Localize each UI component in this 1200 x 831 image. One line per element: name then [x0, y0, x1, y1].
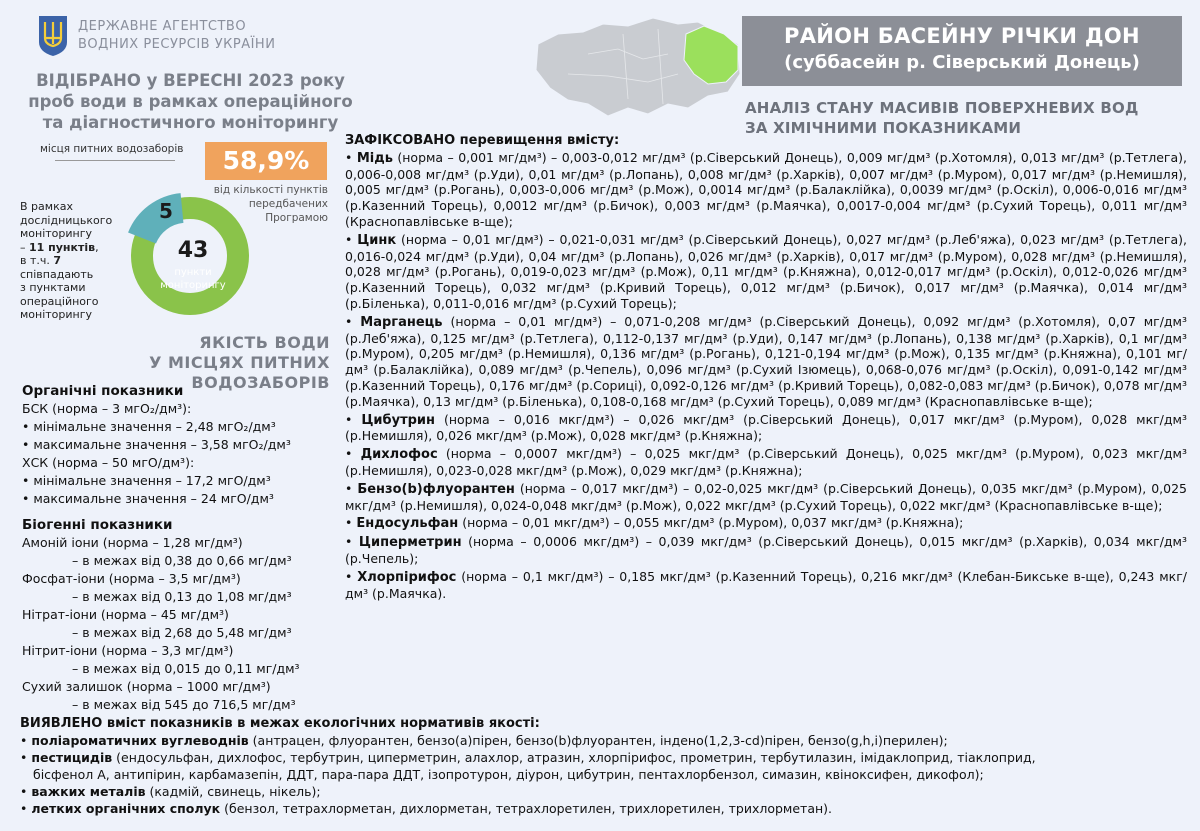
substance-values: (норма – 0,1 мкг/дм³) – 0,185 мкг/дм³ (р.Казенний Торець), 0,216 мкг/дм³ (Клебан-Бикське в-ще), 0,243 мкг/дм³ (р.Маячка).: [345, 568, 1187, 601]
note-line: з пунктами: [20, 281, 86, 294]
research-monitoring-note: [20, 200, 120, 322]
note-bold: 11 пунктів: [29, 240, 96, 254]
substance-name: Циперметрин: [358, 535, 462, 551]
exceedance-item: • Ендосульфан (норма – 0,01 мкг/дм³) – 0,055 мкг/дм³ (р.Муром), 0,037 мкг/дм³ (р.Княжна);: [345, 515, 964, 532]
caption-line-1: пункти: [174, 267, 212, 278]
agency-line-1: ДЕРЖАВНЕ АГЕНТСТВО: [78, 19, 247, 34]
banner-subtitle: (суббасейн р. Сіверський Донець): [784, 52, 1140, 73]
exceedance-item: • Дихлофос (норма – 0,0007 мкг/дм³) – 0,025 мкг/дм³ (р.Сіверський Донець), 0,025 мкг/дм³ (р.Муром), 0,023 мкг/дм³ (р.Немишля), 0,023-0,028 мкг/дм³ (р.Мож), 0,029 мкг/дм³ (р.Княжна);: [345, 446, 1187, 478]
substance-name: Марганець: [360, 314, 443, 330]
ammonium-range: – в межах від 0,38 до 0,66 мг/дм³: [72, 553, 292, 568]
nitrate-range: – в межах від 2,68 до 5,48 мг/дм³: [72, 625, 292, 640]
note-line: операційного: [20, 294, 99, 308]
substance-name: Цибутрин: [361, 412, 435, 428]
substance-values: (норма – 0,01 мг/дм³) – 0,071-0,208 мг/дм³ (р.Сіверський Донець), 0,092 мг/дм³ (р.Хотомля), 0,07 мг/дм³ (р.Леб'яжа), 0,125 мг/дм³ (р.Тетлега), 0,112-0,137 мг/дм³ (р.Уди), 0,147 мг/дм³ (р.Лопань), 0,138 мг/дм³ (р.Харків), 0,1 мг/дм³ (р.Муром), 0,205 мг/дм³ (р.Немишля), 0,136 мг/дм³ (р.Рогань), 0,121-0,194 мг/дм³ (р.Мож), 0,135 мг/дм³ (р.Княжна), 0,101 мг/дм³ (р.Балаклійка), 0,089 мг/дм³ (р.Чепель), 0,096 мг/дм³ (р.Сухий Ізюмець), 0,068-0,076 мг/дм³ (р.Оскіл), 0,091-0,142 мг/дм³ (р.Казенний Торець), 0,176 мг/дм³ (р.Сориці), 0,092-0,126 мг/дм³ (р.Кривий Торець), 0,082-0,083 мг/дм³ (р.Бичок), 0,078 мг/дм³ (р.Маячка), 0,13 мг/дм³ (р.Біленька), 0,108-0,168 мг/дм³ (р.Сухий Торець), 0,089 мг/дм³ (Краснопавлівське в-ще);: [345, 313, 1187, 409]
samples-title-line-3: та діагностичного моніторингу: [42, 113, 339, 132]
nitrite-range: – в межах від 0,015 до 0,11 мг/дм³: [72, 661, 300, 676]
analysis-subtitle-line-2: ЗА ХІМІЧНИМИ ПОКАЗНИКАМИ: [745, 119, 1022, 137]
agency-logo: [36, 14, 70, 58]
note-text: –: [20, 240, 29, 254]
within-norms-item: • поліароматичних вуглеводнів (антрацен, флуорантен, бензо(а)пірен, бензо(b)флуорантен, індено(1,2,3-cd)пірен, бензо(g,h,i)перилен);: [20, 733, 948, 748]
dry-residue-norm: Сухий залишок (норма – 1000 мг/дм³): [22, 679, 271, 694]
organic-heading: Органічні показники: [22, 383, 184, 399]
banner-title: РАЙОН БАСЕЙНУ РІЧКИ ДОН: [784, 24, 1140, 48]
phosphate-range: – в межах від 0,13 до 1,08 мг/дм³: [72, 589, 292, 604]
group-name: важких металів: [31, 784, 146, 799]
percent-caption-line-3: Програмою: [265, 212, 328, 224]
substance-values: (норма – 0,0007 мкг/дм³) – 0,025 мкг/дм³ (р.Сіверський Донець), 0,025 мкг/дм³ (р.Муром), 0,023 мкг/дм³ (р.Немишля), 0,023-0,028 мкг/дм³ (р.Мож), 0,029 мкг/дм³ (р.Княжна);: [345, 446, 1187, 478]
exceedance-item: • Мідь (норма – 0,001 мг/дм³) – 0,003-0,012 мг/дм³ (р.Сіверський Донець), 0,009 мг/дм³ (р.Хотомля), 0,013 мг/дм³ (р.Тетлега), 0,006-0,008 мг/дм³ (р.Уди), 0,01 мг/дм³ (р.Лопань), 0,008 мг/дм³ (р.Харків), 0,007 мг/дм³ (р.Муром), 0,017 мг/дм³ (р.Немишля), 0,005 мг/дм³ (р.Рогань), 0,003-0,006 мг/дм³ (р.Мож), 0,0014 мг/дм³ (р.Балаклійка), 0,0039 мг/дм³ (р.Оскіл), 0,006-0,016 мг/дм³ (р.Казенний Торець), 0,0012 мг/дм³ (р.Бичок), 0,003 мг/дм³ (р.Маячка), 0,0017-0,004 мг/дм³ (р.Сухий Торець), 0,011 мг/дм³ (Краснопавлівське в-ще);: [345, 149, 1187, 229]
substance-name: Бензо(b)флуорантен: [357, 481, 515, 497]
quality-line-1: ЯКІСТЬ ВОДИ: [199, 333, 330, 352]
drinking-site-indicators: [22, 382, 342, 714]
group-list: (кадмій, свинець, нікель);: [145, 784, 321, 799]
bsk-min: • мінімальне значення – 2,48 мгО₂/дм³: [22, 419, 276, 434]
exceedance-item: • Бензо(b)флуорантен (норма – 0,017 мкг/дм³) – 0,02-0,025 мкг/дм³ (р.Сіверський Донець), 0,035 мкг/дм³ (р.Муром), 0,025 мкг/дм³ (р.Немишля), 0,024-0,048 мкг/дм³ (р.Мож), 0,022 мкг/дм³ (р.Сухий Торець), 0,022 мкг/дм³ (Краснопавлівське в-ще);: [345, 480, 1187, 513]
substance-name: Цинк: [357, 232, 397, 248]
ukraine-map: [528, 4, 744, 128]
exceedances-heading: ЗАФІКСОВАНО перевищення вмісту:: [345, 133, 620, 148]
drinking-sites-label: місця питних водозаборів: [40, 143, 184, 155]
quality-line-2: У МІСЦЯХ ПИТНИХ ВОДОЗАБОРІВ: [149, 353, 330, 392]
within-norms-item: • важких металів (кадмій, свинець, нікель);: [20, 784, 321, 799]
agency-name: [78, 18, 298, 54]
nitrate-norm: Нітрат-іони (норма – 45 мг/дм³): [22, 607, 229, 622]
exceedance-item: • Циперметрин (норма – 0,0006 мкг/дм³) – 0,039 мкг/дм³ (р.Сіверський Донець), 0,015 мкг/дм³ (р.Харків), 0,034 мкг/дм³ (р.Чепель);: [345, 534, 1187, 566]
group-list: (антрацен, флуорантен, бензо(а)пірен, бензо(b)флуорантен, індено(1,2,3-cd)пірен, бензо(g,h,i)перилен);: [248, 733, 948, 748]
percent-caption-line-1: від кількості пунктів: [213, 184, 328, 196]
bsk-max: • максимальне значення – 3,58 мгО₂/дм³: [22, 437, 291, 452]
substance-values: (норма – 0,016 мкг/дм³) – 0,026 мкг/дм³ (р.Сіверський Донець), 0,017 мкг/дм³ (р.Муром), 0,028 мкг/дм³ (р.Немишля), 0,026 мкг/дм³ (р.Мож), 0,028 мкг/дм³ (р.Княжна);: [345, 411, 1187, 444]
nitrite-norm: Нітрит-іони (норма – 3,3 мг/дм³): [22, 643, 234, 658]
substance-name: Ендосульфан: [356, 516, 459, 532]
within-norms-section: [20, 715, 1185, 817]
percent-caption-line-2: передбачених: [248, 198, 328, 210]
xsk-max: • максимальне значення – 24 мгО/дм³: [22, 491, 274, 506]
group-list: (ендосульфан, дихлофос, тербутрин, циперметрин, алахлор, атразин, хлорпірифос, прометрин, тербутилазин, імідаклоприд, тіаклоприд,: [112, 750, 1036, 765]
within-norms-heading: ВИЯВЛЕНО вміст показників в межах екологічних нормативів якості:: [20, 716, 540, 731]
title-banner: [742, 16, 1182, 86]
exceedances-section: [345, 133, 1187, 603]
samples-title-line-2: проб води в рамках операційного: [28, 92, 353, 111]
monitoring-points-count: 43: [177, 238, 209, 263]
note-line: [20, 241, 120, 255]
monitoring-points-caption: [153, 266, 233, 292]
within-norms-item: • летких органічних сполук (бензол, тетрахлорметан, дихлорметан, тетрахлоретилен, трихлоретилен, трихлорметан).: [20, 801, 833, 816]
note-line: моніторингу: [20, 308, 93, 321]
group-name: пестицидів: [31, 750, 113, 765]
caption-line-2: моніторингу: [160, 280, 226, 291]
percent-badge: 58,9%: [205, 142, 327, 180]
substance-name: Дихлофос: [360, 447, 438, 463]
percent-caption: [200, 183, 328, 225]
bsk-norm: БСК (норма – 3 мгО₂/дм³):: [22, 401, 192, 416]
substance-values: (норма – 0,01 мг/дм³) – 0,021-0,031 мг/дм³ (р.Сіверський Донець), 0,027 мг/дм³ (р.Леб'яжа), 0,023 мг/дм³ (р.Тетлега), 0,016-0,024 мг/дм³ (р.Уди), 0,04 мг/дм³ (р.Лопань), 0,026 мг/дм³ (р.Харків), 0,017 мг/дм³ (р.Муром), 0,028 мг/дм³ (р.Немишля), 0,028 мг/дм³ (р.Рогань), 0,019-0,023 мг/дм³ (р.Мож), 0,11 мг/дм³ (р.Княжна), 0,012-0,017 мг/дм³ (р.Оскіл), 0,012-0,026 мг/дм³ (р.Казенний Торець), 0,032 мг/дм³ (р.Кривий Торець), 0,012 мг/дм³ (р.Бичок), 0,017 мг/дм³ (р.Маячка), 0,014 мг/дм³ (р.Біленька), 0,011-0,016 мг/дм³ (р.Сухий Торець);: [345, 231, 1187, 311]
exceedance-item: • Цинк (норма – 0,01 мг/дм³) – 0,021-0,031 мг/дм³ (р.Сіверський Донець), 0,027 мг/дм³ (р.Леб'яжа), 0,023 мг/дм³ (р.Тетлега), 0,016-0,024 мг/дм³ (р.Уди), 0,04 мг/дм³ (р.Лопань), 0,026 мг/дм³ (р.Харків), 0,017 мг/дм³ (р.Муром), 0,028 мг/дм³ (р.Немишля), 0,028 мг/дм³ (р.Рогань), 0,019-0,023 мг/дм³ (р.Мож), 0,11 мг/дм³ (р.Княжна), 0,012-0,017 мг/дм³ (р.Оскіл), 0,012-0,026 мг/дм³ (р.Казенний Торець), 0,032 мг/дм³ (р.Кривий Торець), 0,012 мг/дм³ (р.Бичок), 0,017 мг/дм³ (р.Маячка), 0,014 мг/дм³ (р.Біленька), 0,011-0,016 мг/дм³ (р.Сухий Торець);: [345, 231, 1187, 311]
note-line: моніторингу: [20, 227, 93, 240]
substance-values: (норма – 0,0006 мкг/дм³) – 0,039 мкг/дм³ (р.Сіверський Донець), 0,015 мкг/дм³ (р.Харків), 0,034 мкг/дм³ (р.Чепель);: [345, 534, 1187, 566]
note-line: дослідницького: [20, 213, 113, 227]
group-list: (бензол, тетрахлорметан, дихлорметан, тетрахлоретилен, трихлоретилен, трихлорметан).: [220, 801, 833, 816]
analysis-subtitle: [745, 98, 1190, 138]
dry-residue-range: – в межах від 545 до 716,5 мг/дм³: [72, 697, 296, 712]
note-line: [20, 254, 120, 268]
exceedance-item: • Хлорпірифос (норма – 0,1 мкг/дм³) – 0,185 мкг/дм³ (р.Казенний Торець), 0,216 мкг/дм³ (Клебан-Бикське в-ще), 0,243 мкг/дм³ (р.Маячка).: [345, 568, 1187, 601]
note-line: В рамках: [20, 200, 73, 213]
xsk-norm: ХСК (норма – 50 мгО/дм³):: [22, 455, 195, 470]
exceedance-item: • Марганець (норма – 0,01 мг/дм³) – 0,071-0,208 мг/дм³ (р.Сіверський Донець), 0,092 мг/дм³ (р.Хотомля), 0,07 мг/дм³ (р.Леб'яжа), 0,125 мг/дм³ (р.Тетлега), 0,112-0,137 мг/дм³ (р.Уди), 0,147 мг/дм³ (р.Лопань), 0,138 мг/дм³ (р.Харків), 0,1 мг/дм³ (р.Муром), 0,205 мг/дм³ (р.Немишля), 0,136 мг/дм³ (р.Рогань), 0,121-0,194 мг/дм³ (р.Мож), 0,135 мг/дм³ (р.Княжна), 0,101 мг/дм³ (р.Балаклійка), 0,089 мг/дм³ (р.Чепель), 0,096 мг/дм³ (р.Сухий Ізюмець), 0,068-0,076 мг/дм³ (р.Оскіл), 0,091-0,142 мг/дм³ (р.Казенний Торець), 0,176 мг/дм³ (р.Сориці), 0,092-0,126 мг/дм³ (р.Кривий Торець), 0,082-0,083 мг/дм³ (р.Бичок), 0,078 мг/дм³ (р.Маячка), 0,13 мг/дм³ (р.Біленька), 0,108-0,168 мг/дм³ (р.Сухий Торець), 0,089 мг/дм³ (Краснопавлівське в-ще);: [345, 313, 1187, 409]
samples-title-line-1: ВІДІБРАНО у ВЕРЕСНІ 2023 року: [36, 71, 345, 90]
samples-title: [18, 70, 363, 133]
substance-values: (норма – 0,01 мкг/дм³) – 0,055 мкг/дм³ (р.Муром), 0,037 мкг/дм³ (р.Княжна);: [458, 515, 964, 531]
substance-name: Мідь: [356, 150, 393, 166]
label-leader-line: [55, 160, 175, 161]
note-bold: 7: [53, 254, 62, 267]
note-text: в т.ч.: [20, 254, 54, 267]
phosphate-norm: Фосфат-іони (норма – 3,5 мг/дм³): [22, 571, 241, 586]
group-list-continued: бісфенол А, антипірин, карбамазепін, ДДТ, пара-пара ДДТ, ізопротурон, діурон, цибутрин, пентахлорбензол, симазин, квіноксифен, дикофол);: [33, 767, 984, 782]
group-name: поліароматичних вуглеводнів: [31, 733, 249, 748]
xsk-min: • мінімальне значення – 17,2 мгО/дм³: [22, 473, 271, 488]
ammonium-norm: Амоній іони (норма – 1,28 мг/дм³): [22, 535, 243, 550]
agency-line-2: ВОДНИХ РЕСУРСІВ УКРАЇНИ: [78, 37, 276, 52]
group-name: летких органічних сполук: [31, 801, 221, 816]
note-line: співпадають: [20, 267, 94, 281]
biogenic-heading: Біогенні показники: [22, 517, 173, 533]
exceedance-item: • Цибутрин (норма – 0,016 мкг/дм³) – 0,026 мкг/дм³ (р.Сіверський Донець), 0,017 мкг/дм³ (р.Муром), 0,028 мкг/дм³ (р.Немишля), 0,026 мкг/дм³ (р.Мож), 0,028 мкг/дм³ (р.Княжна);: [345, 411, 1187, 444]
within-norms-item: • пестицидів (ендосульфан, дихлофос, тербутрин, циперметрин, алахлор, атразин, хлорпірифос, прометрин, тербутилазин, імідаклоприд, тіаклоприд,: [20, 750, 1036, 765]
substance-values: (норма – 0,017 мкг/дм³) – 0,02-0,025 мкг/дм³ (р.Сіверський Донець), 0,035 мкг/дм³ (р.Муром), 0,025 мкг/дм³ (р.Немишля), 0,024-0,048 мкг/дм³ (р.Мож), 0,022 мкг/дм³ (р.Сухий Торець), 0,022 мкг/дм³ (Краснопавлівське в-ще);: [345, 480, 1187, 513]
analysis-subtitle-line-1: АНАЛІЗ СТАНУ МАСИВІВ ПОВЕРХНЕВИХ ВОД: [745, 99, 1139, 117]
note-text: ,: [95, 240, 99, 254]
drinking-sites-count: 5: [159, 199, 173, 223]
substance-values: (норма – 0,001 мг/дм³) – 0,003-0,012 мг/дм³ (р.Сіверський Донець), 0,009 мг/дм³ (р.Хотомля), 0,013 мг/дм³ (р.Тетлега), 0,006-0,008 мг/дм³ (р.Уди), 0,01 мг/дм³ (р.Лопань), 0,008 мг/дм³ (р.Харків), 0,007 мг/дм³ (р.Муром), 0,017 мг/дм³ (р.Немишля), 0,005 мг/дм³ (р.Рогань), 0,003-0,006 мг/дм³ (р.Мож), 0,0014 мг/дм³ (р.Балаклійка), 0,0039 мг/дм³ (р.Оскіл), 0,006-0,016 мг/дм³ (р.Казенний Торець), 0,0012 мг/дм³ (р.Бичок), 0,003 мг/дм³ (р.Маячка), 0,0017-0,004 мг/дм³ (р.Сухий Торець), 0,011 мг/дм³ (Краснопавлівське в-ще);: [345, 149, 1187, 229]
substance-name: Хлорпірифос: [357, 569, 457, 585]
